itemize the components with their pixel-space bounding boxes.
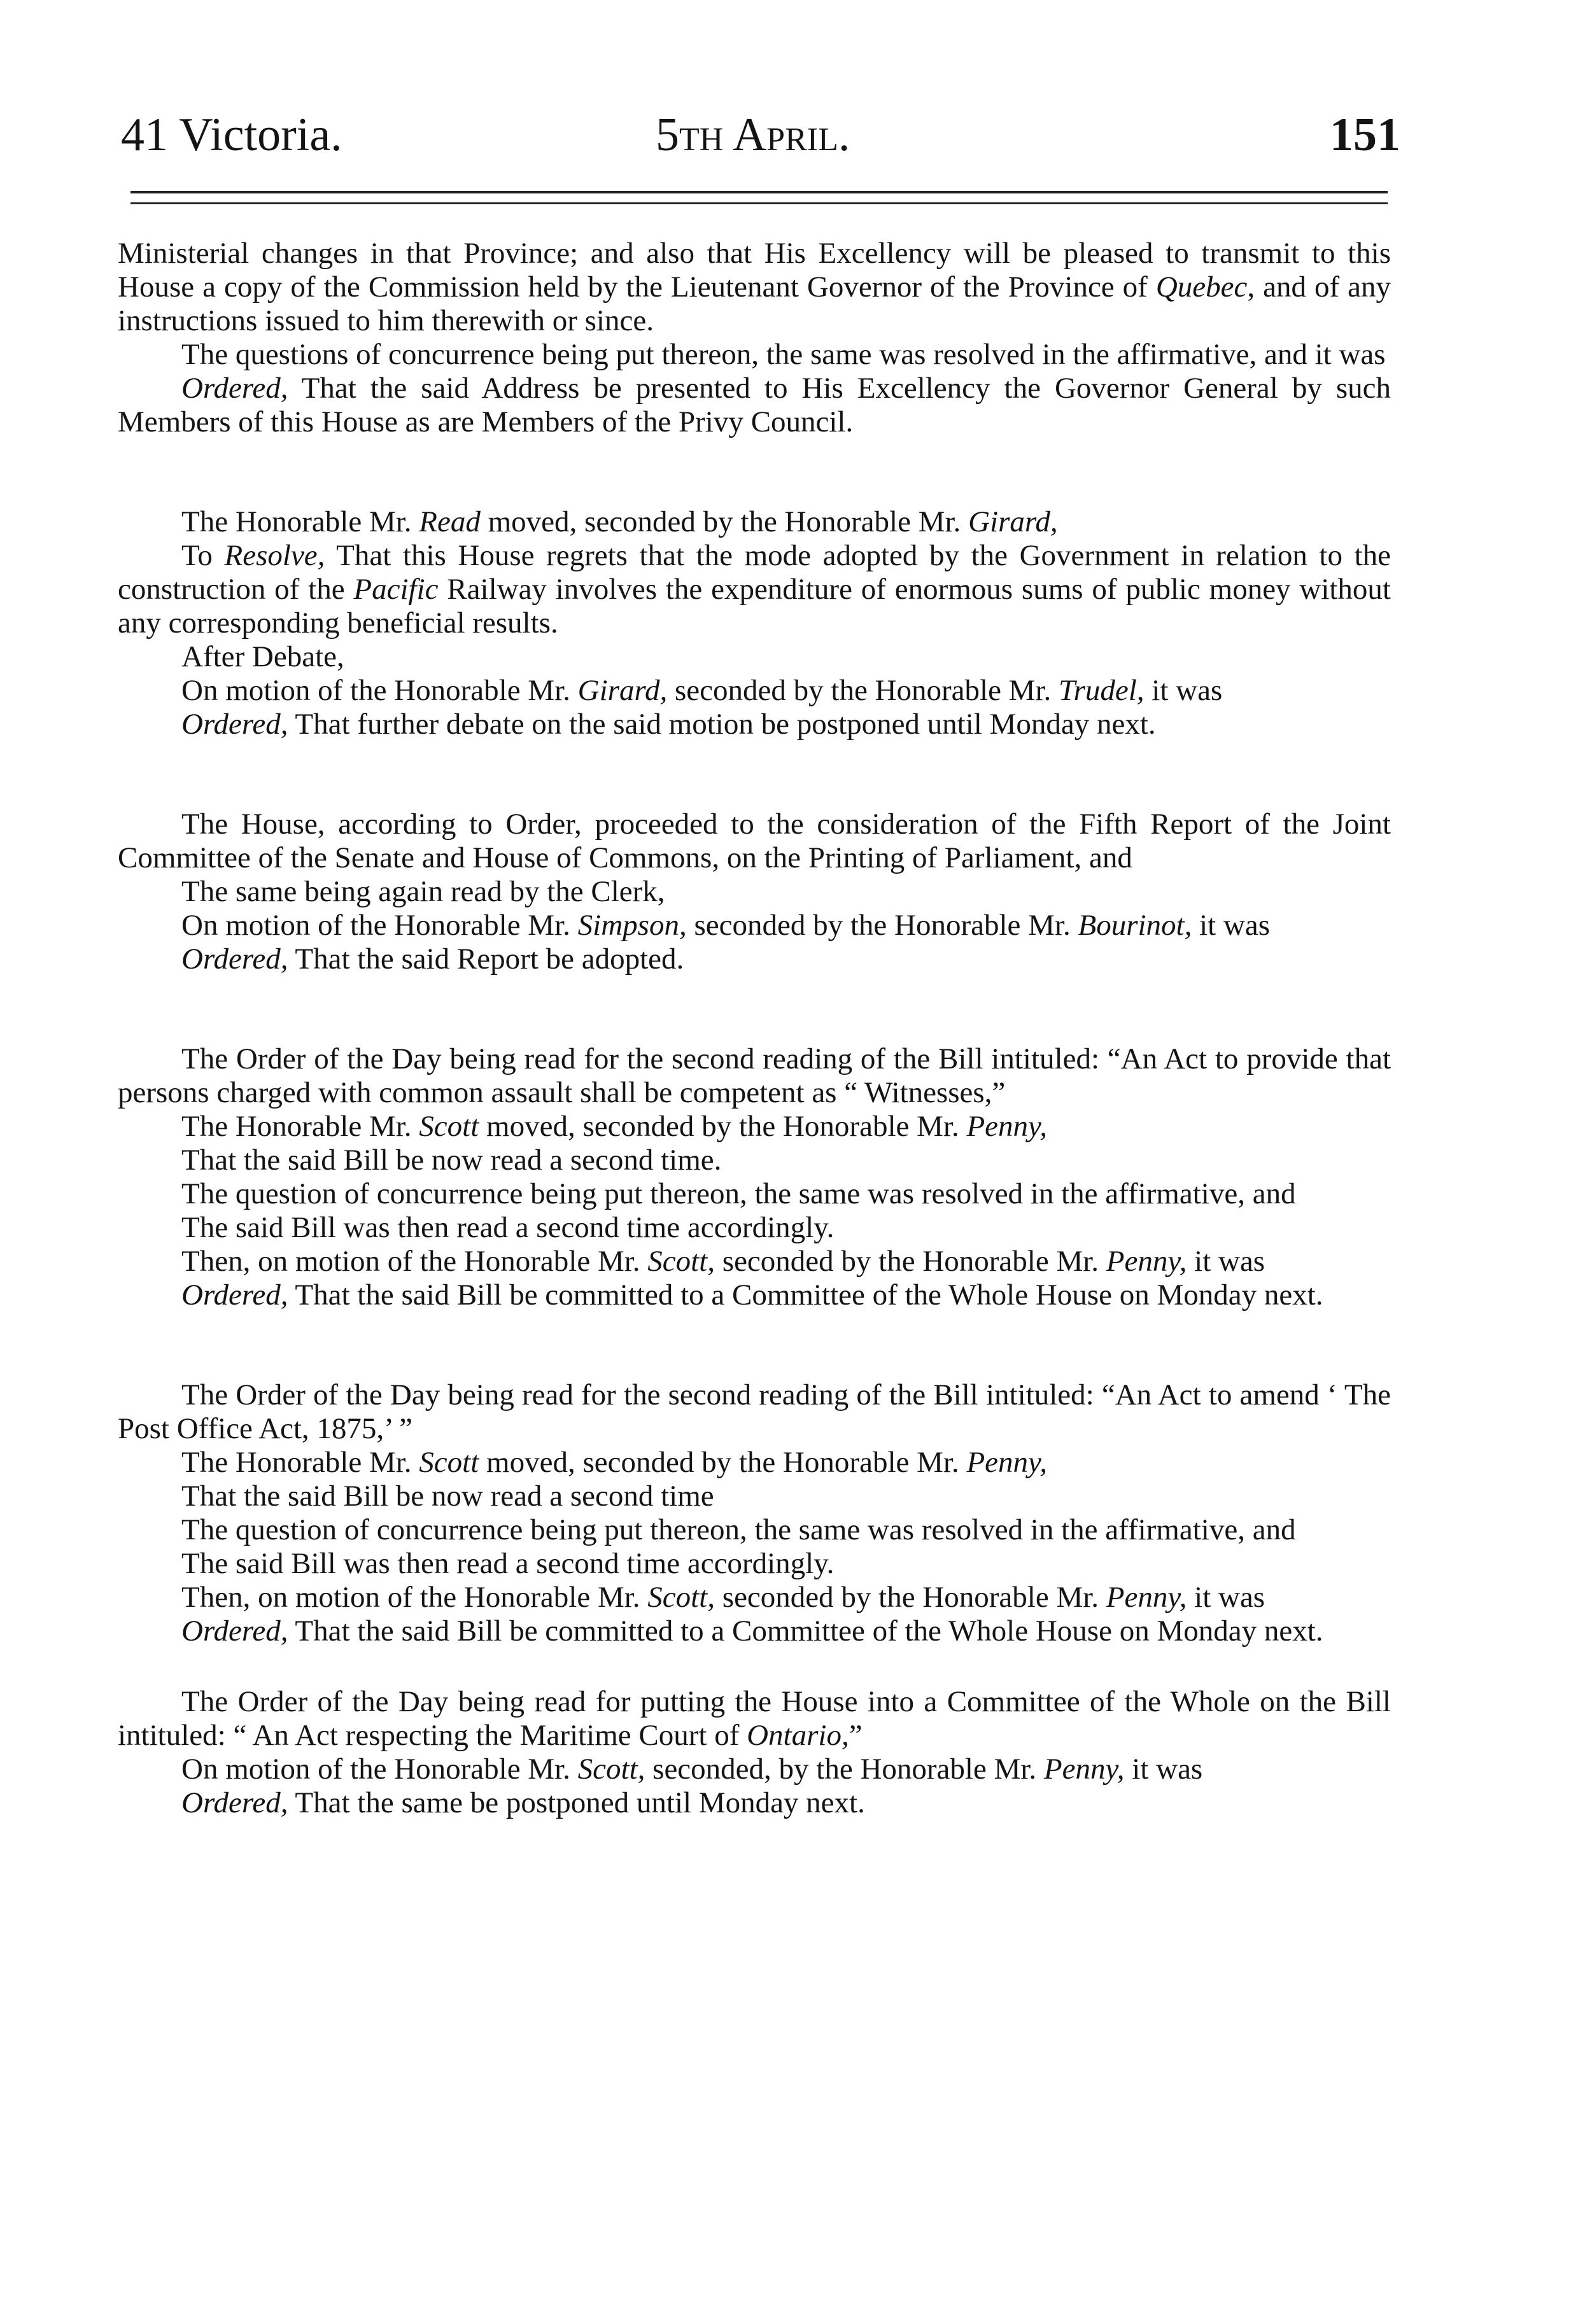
entry-printing-report bbox=[118, 808, 1391, 976]
paragraph: Ministerial changes in that Province; and also that His Excellency will be pleased to transmit to this House a copy of the Commission held by the Lieutenant Governor of the Province of Quebec, and of any instructions issued to him therewith or since. bbox=[118, 237, 1391, 337]
paragraph: The questions of concurrence being put thereon, the same was resolved in the affirmative, and it was bbox=[181, 338, 1386, 371]
header-rule-top bbox=[130, 191, 1388, 193]
header-date: 5th April. bbox=[656, 109, 850, 161]
paragraph: That the said Bill be now read a second time. bbox=[181, 1144, 722, 1177]
running-header bbox=[121, 108, 1400, 178]
header-reign: 41 Victoria. bbox=[121, 109, 342, 161]
paragraph: On motion of the Honorable Mr. Simpson, seconded by the Honorable Mr. Bourinot, it was bbox=[181, 909, 1271, 942]
paragraph: The said Bill was then read a second time accordingly. bbox=[181, 1547, 835, 1580]
paragraph: The same being again read by the Clerk, bbox=[181, 875, 665, 908]
entry-address-continuation bbox=[118, 237, 1391, 439]
paragraph: The question of concurrence being put thereon, the same was resolved in the affirmative, and bbox=[181, 1177, 1296, 1210]
paragraph: Ordered, That further debate on the said motion be postponed until Monday next. bbox=[181, 708, 1156, 741]
paragraph: To Resolve, That this House regrets that the mode adopted by the Government in relation to the construction of the Pacific Railway involves the expenditure of enormous sums of public money without any corresponding beneficial results. bbox=[118, 539, 1391, 640]
paragraph: The Honorable Mr. Read moved, seconded by the Honorable Mr. Girard, bbox=[181, 505, 1058, 538]
paragraph: The question of concurrence being put thereon, the same was resolved in the affirmative, and bbox=[181, 1513, 1296, 1546]
paragraph: The Order of the Day being read for the second reading of the Bill intituled: “An Act to amend ‘ The Post Office Act, 1875,’ ” bbox=[118, 1378, 1391, 1445]
paragraph: The Honorable Mr. Scott moved, seconded by the Honorable Mr. Penny, bbox=[181, 1446, 1048, 1479]
paragraph: That the said Bill be now read a second time bbox=[181, 1480, 714, 1513]
page-number: 151 bbox=[1330, 109, 1400, 161]
paragraph: The said Bill was then read a second time accordingly. bbox=[181, 1211, 835, 1244]
paragraph: Ordered, That the said Bill be committed to a Committee of the Whole House on Monday next. bbox=[181, 1614, 1323, 1648]
paragraph: Ordered, That the said Report be adopted. bbox=[181, 942, 684, 976]
section-gap bbox=[118, 976, 1391, 1042]
paragraph: After Debate, bbox=[181, 640, 344, 673]
paragraph: The Order of the Day being read for the second reading of the Bill intituled: “An Act to provide that persons charged with common assault shall be competent as “ Witnesses,” bbox=[118, 1042, 1391, 1109]
paragraph: Ordered, That the same be postponed until Monday next. bbox=[181, 1786, 865, 1819]
paragraph: On motion of the Honorable Mr. Girard, seconded by the Honorable Mr. Trudel, it was bbox=[181, 674, 1223, 707]
paragraph: Ordered, That the said Address be presented to His Excellency the Governor General by such Members of this House as are Members of the Privy Council. bbox=[118, 372, 1391, 438]
section-gap bbox=[118, 1312, 1391, 1378]
header-rule-bottom bbox=[130, 202, 1388, 204]
entry-post-office-bill bbox=[118, 1378, 1391, 1648]
section-gap bbox=[118, 1648, 1391, 1685]
entry-common-assault-bill bbox=[118, 1042, 1391, 1312]
paragraph: Ordered, That the said Bill be committed to a Committee of the Whole House on Monday next. bbox=[181, 1278, 1323, 1312]
section-gap bbox=[118, 741, 1391, 808]
journal-body bbox=[118, 237, 1391, 1820]
entry-pacific-railway-motion bbox=[118, 505, 1391, 741]
paragraph: Then, on motion of the Honorable Mr. Scott, seconded by the Honorable Mr. Penny, it was bbox=[181, 1581, 1265, 1614]
paragraph: The Honorable Mr. Scott moved, seconded by the Honorable Mr. Penny, bbox=[181, 1110, 1048, 1143]
paragraph: The Order of the Day being read for putting the House into a Committee of the Whole on the Bill intituled: “ An Act respecting the Maritime Court of Ontario,” bbox=[118, 1685, 1391, 1752]
paragraph: On motion of the Honorable Mr. Scott, seconded, by the Honorable Mr. Penny, it was bbox=[181, 1753, 1203, 1786]
paragraph: Then, on motion of the Honorable Mr. Scott, seconded by the Honorable Mr. Penny, it was bbox=[181, 1245, 1265, 1278]
section-gap bbox=[118, 439, 1391, 505]
paragraph: The House, according to Order, proceeded to the consideration of the Fifth Report of the Joint Committee of the Senate and House of Commons, on the Printing of Parliament, and bbox=[118, 808, 1391, 874]
entry-maritime-court-bill bbox=[118, 1685, 1391, 1820]
